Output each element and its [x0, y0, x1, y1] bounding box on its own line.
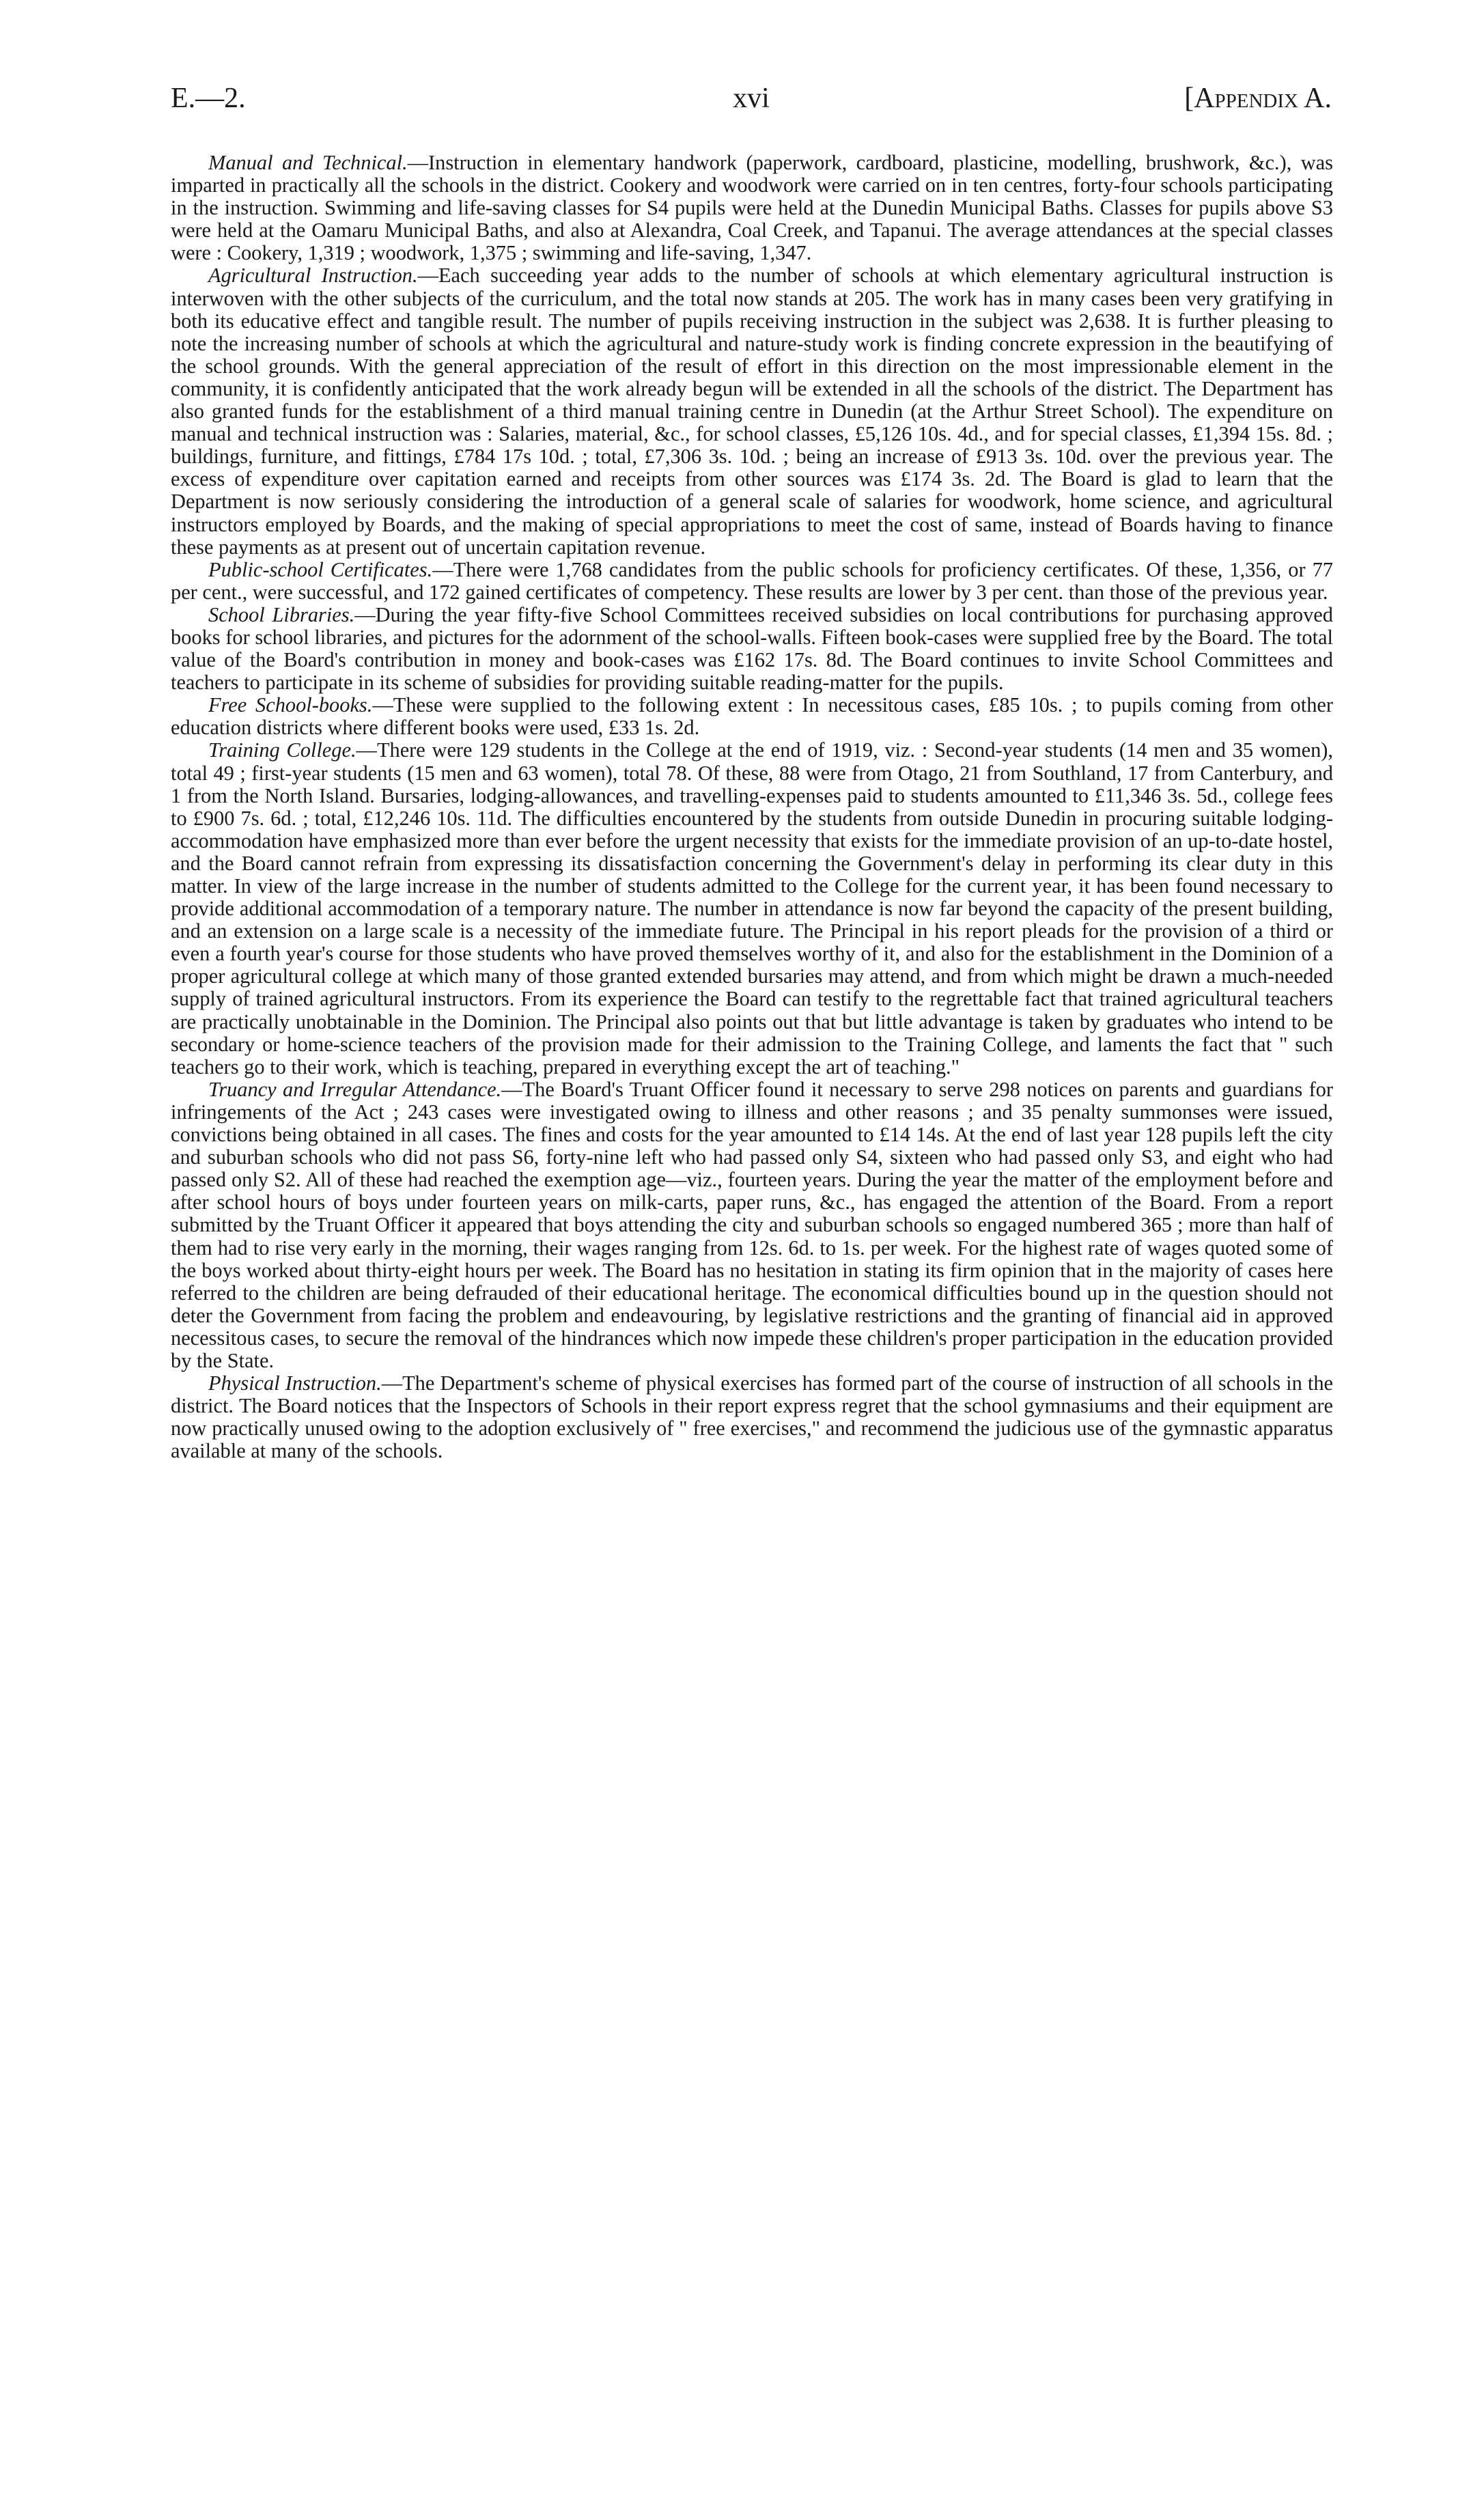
paragraph-heading: Agricultural Instruction. — [208, 264, 418, 288]
paragraph-heading: Truancy and Irregular Attendance. — [208, 1077, 502, 1101]
paragraph-text: —Instruction in elementary handwork (paperwork, cardboard, plasticine, modelling, brushwork, &c.), was imparted in practically all the schools in the district. Cookery and woodwork were carried on in ten centres, forty-four schools participating in the instruction. Swimming and life-saving classes for S4 pupils were held at the Dunedin Municipal Baths. Classes for pupils above S3 were held at the Oamaru Municipal Baths, and also at Alexandra, Coal Creek, and Tapanui. The average attendances at the special classes were : Cookery, 1,319 ; woodwork, 1,375 ; swimming and life-saving, 1,347. — [171, 151, 1333, 265]
paragraph-truancy — [171, 1078, 1333, 1372]
paragraph-physical — [171, 1372, 1333, 1462]
paragraph-heading: Free School-books. — [208, 693, 373, 717]
paragraph-school-books — [171, 694, 1333, 739]
header-appendix: [Appendix A. — [1184, 83, 1332, 114]
paragraph-text: —There were 129 students in the College at the end of 1919, viz. : Second-year students (14 men and 35 women), total 49 ; first-year students (15 men and 63 women), total 78. Of these, 88 were from Otago, 21 from Southland, 17 from Canterbury, and 1 from the North Island. Bursaries, lodging-allowances, and travelling-expenses paid to students amounted to £11,346 3s. 5d., college fees to £900 7s. 6d. ; total, £12,246 10s. 11d. The difficulties encountered by the students from outside Dunedin in procuring suitable lodging-accommodation have emphasized more than ever before the urgent necessity that exists for the immediate provision of an up-to-date hostel, and the Board cannot refrain from expressing its dissatisfaction concerning the Government's delay in performing its clear duty in this matter. In view of the large increase in the number of students admitted to the College for the current year, it has been found necessary to provide additional accommodation of a temporary nature. The number in attendance is now far beyond the capacity of the present building, and an extension on a large scale is a necessity of the immediate future. The Principal in his report pleads for the provision of a third or even a fourth year's course for those students who have proved themselves worthy of it, and also for the establishment in the Dominion of a proper agricultural college at which many of those granted extended bursaries may attend, and from which might be drawn a much-needed supply of trained agricultural instructors. From its experience the Board can testify to the regrettable fact that trained agricultural teachers are practically unobtainable in the Dominion. The Principal also points out that but little advantage is taken by graduates who intend to be secondary or home-science teachers of the provision made for their admission to the Training College, and laments the fact that " such teachers go to their work, which is teaching, prepared in everything except the art of teaching." — [171, 738, 1333, 1078]
paragraph-heading: School Libraries. — [208, 602, 355, 626]
paragraph-heading: Public-school Certificates. — [208, 557, 433, 581]
paragraph-training-college — [171, 739, 1333, 1078]
paragraph-manual-technical — [171, 152, 1333, 264]
paragraph-text: —During the year fifty-five School Committees received subsidies on local contributions for purchasing approved books for school libraries, and pictures for the adornment of the school-walls. Fifteen book-cases were supplied free by the Board. The total value of the Board's contribution in money and book-cases was £162 17s. 8d. The Board continues to invite School Committees and teachers to participate in its scheme of subsidies for providing suitable reading-matter for the pupils. — [171, 602, 1333, 695]
paragraph-libraries — [171, 604, 1333, 694]
paragraph-agricultural — [171, 264, 1333, 558]
paragraph-text: —Each succeeding year adds to the number of schools at which elementary agricultural instruction is interwoven with the other subjects of the curriculum, and the total now stands at 205. The work has in many cases been very gratifying in both its educative effect and tangible result. The number of pupils receiving instruction in the subject was 2,638. It is further pleasing to note the increasing number of schools at which the agricultural and nature-study work is finding concrete expression in the beautifying of the school grounds. With the general appreciation of the result of effort in this direction on the most impressionable element in the community, it is confidently anticipated that the work already begun will be extended in all the schools of the district. The Department has also granted funds for the establishment of a third manual training centre in Dunedin (at the Arthur Street School). The expenditure on manual and technical instruction was : Salaries, material, &c., for school classes, £5,126 10s. 4d., and for special classes, £1,394 15s. 8d. ; buildings, furniture, and fittings, £784 17s 10d. ; total, £7,306 3s. 10d. ; being an increase of £913 3s. 10d. over the previous year. The excess of expenditure over capitation earned and receipts from other sources was £174 3s. 2d. The Board is glad to learn that the Department is now seriously considering the introduction of a general scale of salaries for woodwork, home science, and agricultural instructors employed by Boards, and the making of special appropriations to meet the cost of same, instead of Boards having to finance these payments as at present out of uncertain capitation revenue. — [171, 264, 1333, 559]
paragraph-text: —There were 1,768 candidates from the public schools for proficiency certificates. Of these, 1,356, or 77 per cent., were successful, and 172 gained certificates of competency. These results are lower by 3 per cent. than those of the previous year. — [171, 557, 1333, 604]
paragraph-text: —These were supplied to the following extent : In necessitous cases, £85 10s. ; to pupils coming from other education districts where different books were used, £33 1s. 2d. — [171, 693, 1334, 740]
header-reference: E.—2. — [171, 83, 246, 114]
report-body — [171, 152, 1333, 1462]
page-header — [171, 82, 1332, 137]
paragraph-text: —The Department's scheme of physical exercises has formed part of the course of instruction of all schools in the district. The Board notices that the Inspectors of Schools in their report express regret that the school gymnasiums and their equipment are now practically unused owing to the adoption exclusively of " free exercises," and recommend the judicious use of the gymnastic apparatus available at many of the schools. — [171, 1371, 1334, 1463]
page-number: xvi — [733, 83, 770, 114]
paragraph-heading: Training College. — [208, 738, 356, 762]
paragraph-heading: Physical Instruction. — [208, 1371, 382, 1395]
paragraph-certificates — [171, 559, 1333, 604]
paragraph-text: —The Board's Truant Officer found it necessary to serve 298 notices on parents and guardians for infringements of the Act ; 243 cases were investigated owing to illness and other reasons ; and 35 penalty summonses were issued, convictions being obtained in all cases. The fines and costs for the year amounted to £14 14s. At the end of last year 128 pupils left the city and suburban schools who did not pass S6, forty-nine left who had passed only S4, sixteen who had passed only S3, and eight who had passed only S2. All of these had reached the exemption age—viz., fourteen years. During the year the matter of the employment before and after school hours of boys under fourteen years on milk-carts, paper runs, &c., has engaged the attention of the Board. From a report submitted by the Truant Officer it appeared that boys attending the city and suburban schools so engaged numbered 365 ; more than half of them had to rise very early in the morning, their wages ranging from 12s. 6d. to 1s. per week. For the highest rate of wages quoted some of the boys worked about thirty-eight hours per week. The Board has no hesitation in stating its firm opinion that in the majority of cases here referred to the children are being defrauded of their educational heritage. The economical difficulties bound up in the question should not deter the Government from facing the problem and endeavouring, by legislative restrictions and the granting of financial aid in approved necessitous cases, to secure the removal of the hindrances which now impede these children's proper participation in the education provided by the State. — [171, 1077, 1334, 1372]
paragraph-heading: Manual and Technical. — [208, 151, 408, 174]
